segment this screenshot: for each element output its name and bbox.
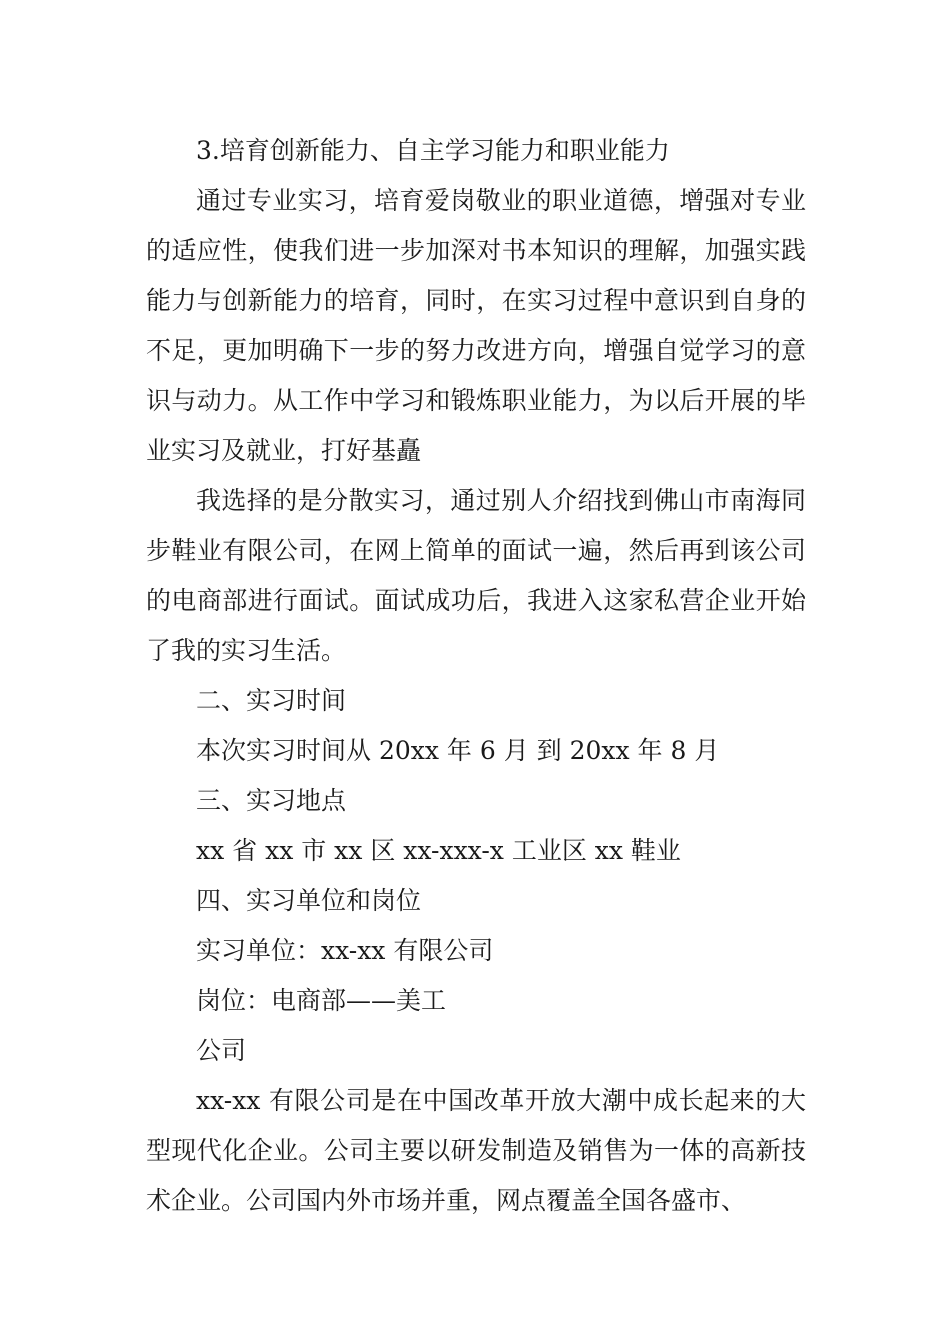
paragraph-company-intro: xx-xx 有限公司是在中国改革开放大潮中成长起来的大型现代化企业。公司主要以研发制造及销售为一体的高新技术企业。公司国内外市场并重，网点覆盖全国各盛市、	[146, 1086, 806, 1215]
paragraph-internship-choice: 我选择的是分散实习，通过别人介绍找到佛山市南海同步鞋业有限公司，在网上简单的面试一遍，然后再到该公司的电商部进行面试。面试成功后，我进入这家私营企业开始了我的实习生活。	[146, 486, 806, 665]
internship-location-value: xx 省 xx 市 xx 区 xx-xxx-x 工业区 xx 鞋业	[196, 836, 681, 865]
paragraph-internship-purpose: 通过专业实习，培育爱岗敬业的职业道德，增强对专业的适应性，使我们进一步加深对书本知识的理解，加强实践能力与创新能力的培育，同时，在实习过程中意识到自身的不足，更加明确下一步的努力改进方向，增强自觉学习的意识与动力。从工作中学习和锻炼职业能力，为以后开展的毕业实习及就业，打好基矗	[146, 186, 806, 465]
heading-internship-location: 三、实习地点	[196, 786, 347, 815]
internship-position-value: 岗位：电商部——美工	[196, 986, 447, 1015]
heading-internship-unit: 四、实习单位和岗位	[196, 886, 422, 915]
document-body	[146, 126, 806, 1226]
heading-internship-time: 二、实习时间	[196, 686, 347, 715]
internship-time-value: 本次实习时间从 20xx 年 6 月 到 20xx 年 8 月	[196, 736, 720, 765]
internship-unit-value: 实习单位：xx-xx 有限公司	[196, 936, 494, 965]
heading-company: 公司	[196, 1036, 247, 1065]
section-heading-3: 3.培育创新能力、自主学习能力和职业能力	[196, 136, 670, 165]
